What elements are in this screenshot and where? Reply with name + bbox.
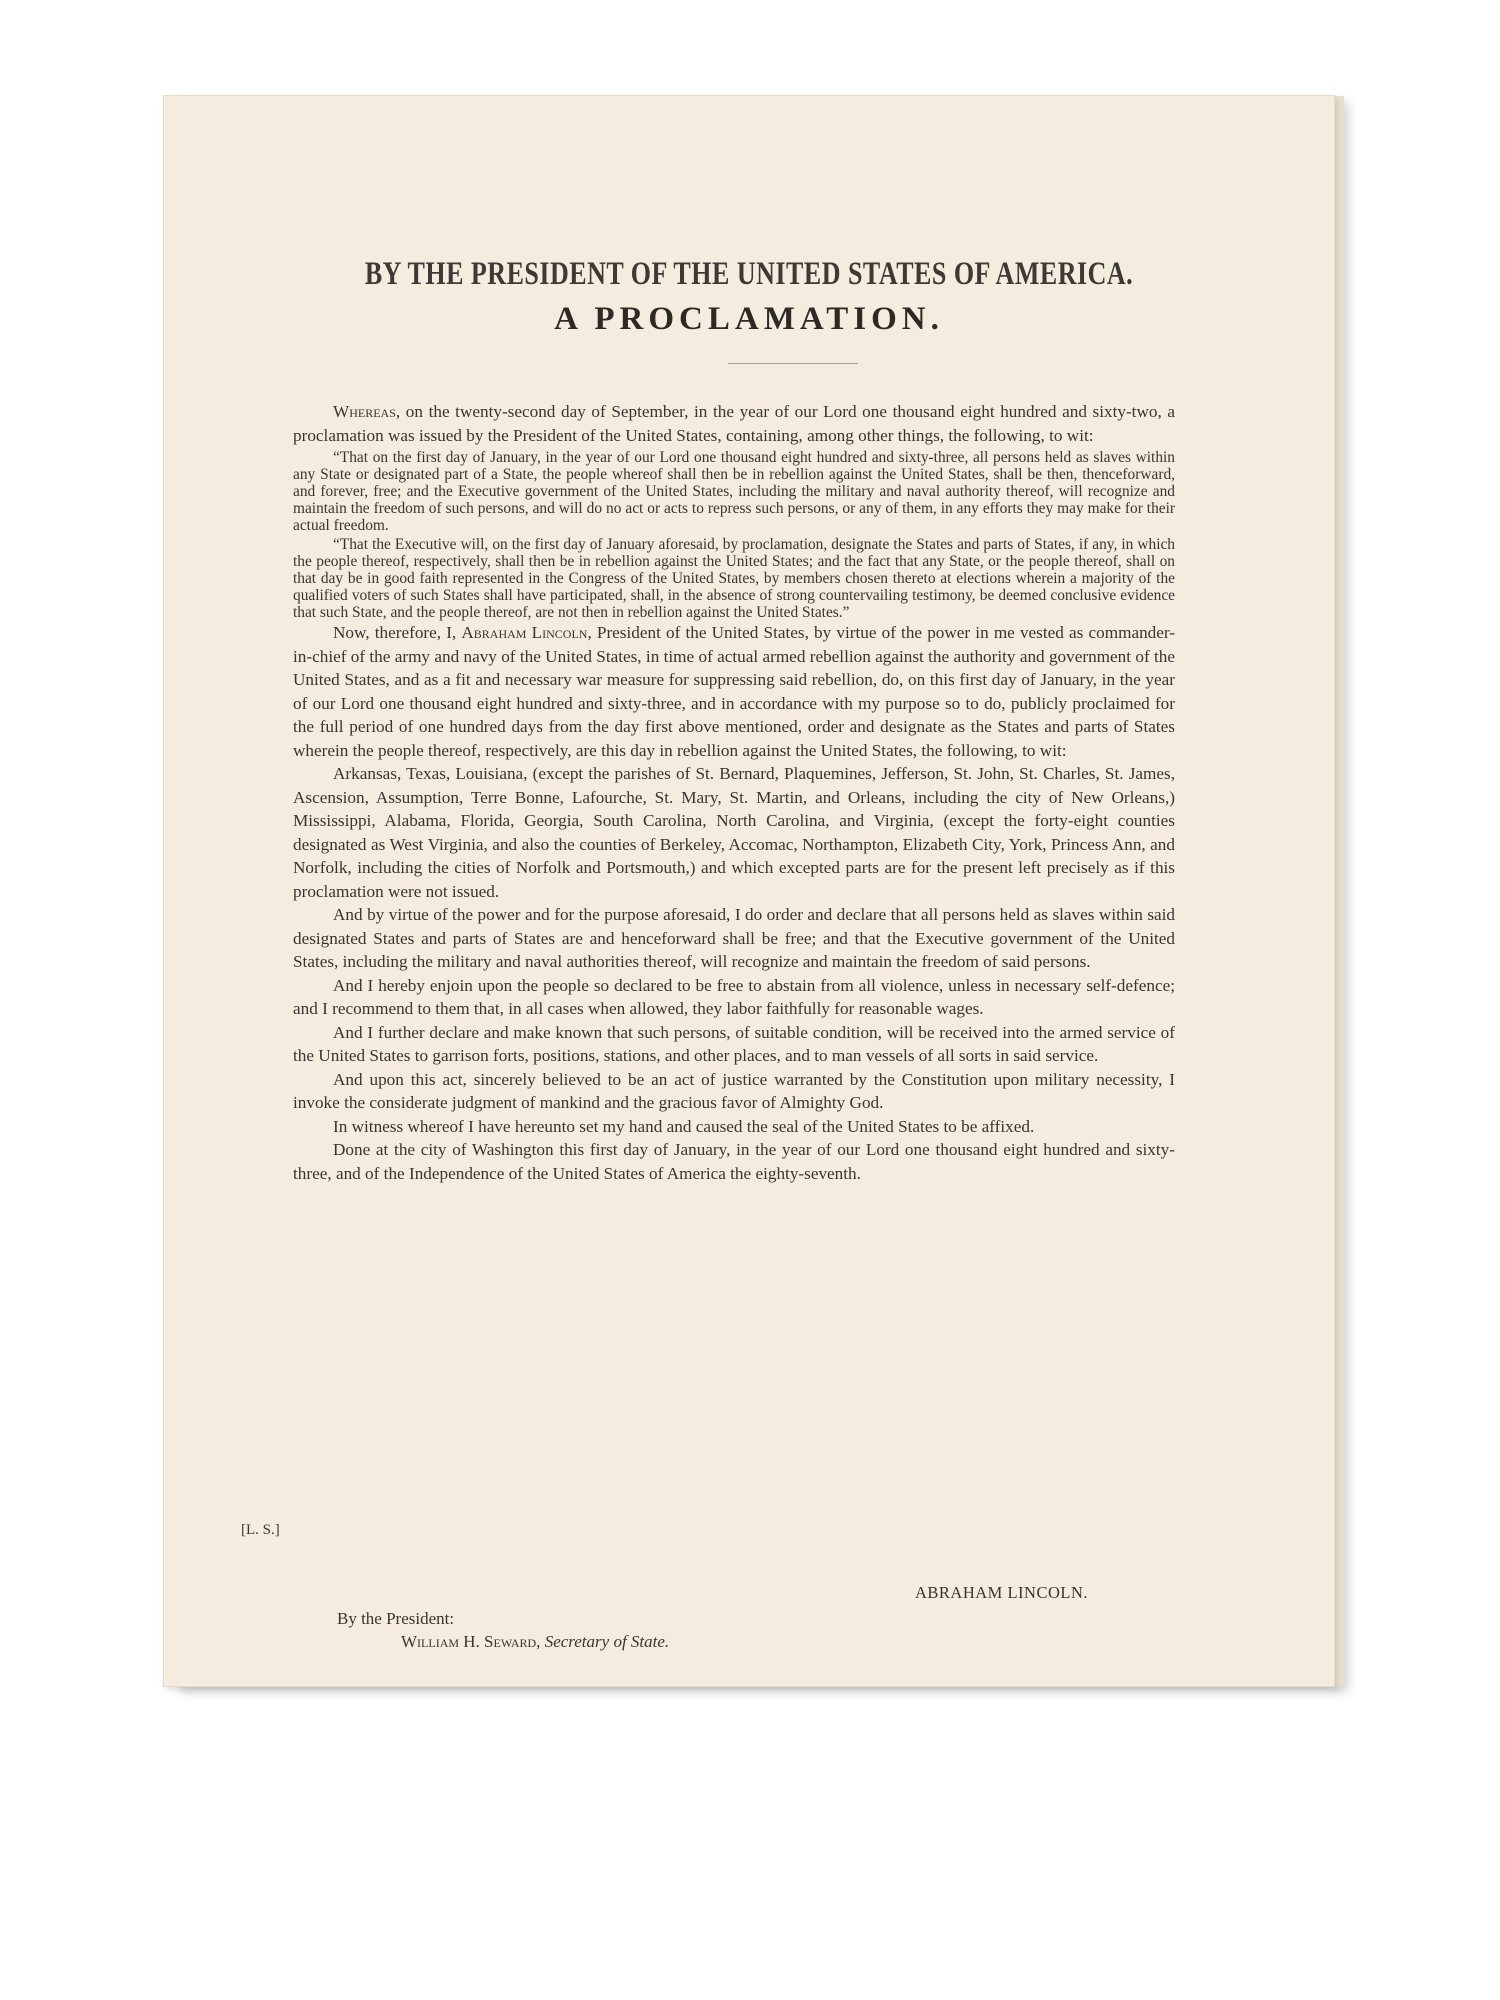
president-name: Abraham Lincoln [461, 623, 588, 642]
title-divider [728, 363, 858, 364]
freedom-declaration-paragraph: And by virtue of the power and for the purpose aforesaid, I do order and declare that all persons held as slaves within said designated States and parts of States are and henceforward shall be free; and that the Executive government of the United States, including the military and naval authorities thereof, will recognize and maintain the freedom of said persons. [293, 905, 1175, 971]
now-therefore-paragraph [293, 621, 1175, 762]
president-signature: ABRAHAM LINCOLN. [915, 1583, 1088, 1602]
justice-paragraph: And upon this act, sincerely believed to be an act of justice warranted by the Constitution upon military necessity, I invoke the considerate judgment of mankind and the gracious favor of Almighty God. [293, 1069, 1175, 1112]
whereas-lead: Whereas, [333, 402, 401, 421]
witness-paragraph: In witness whereof I have hereunto set my hand and caused the seal of the United States to be affixed. [333, 1116, 1035, 1136]
quoted-paragraph-2: “That the Executive will, on the first day of January aforesaid, by proclamation, designate the States and parts of States, if any, in which the people thereof, respectively, shall then be in rebellion against the United States; and the fact that any State, or the people thereof, shall on that day be in good faith represented in the Congress of the United States, by members chosen thereto at elections wherein a majority of the qualified voters of such States shall have participated, shall, in the absence of strong countervailing testimony, be deemed conclusive evidence that such State, and the people thereof, are not then in rebellion against the United States.” [293, 536, 1175, 621]
secretary-attestation [401, 1632, 669, 1652]
proclamation-sheet [163, 95, 1335, 1687]
done-at-paragraph: Done at the city of Washington this first day of January, in the year of our Lord one thousand eight hundred and sixty-three, and of the Independence of the United States of America the eighty-seventh. [293, 1140, 1175, 1183]
secretary-title: Secretary of State. [540, 1632, 670, 1651]
states-list-paragraph: Arkansas, Texas, Louisiana, (except the parishes of St. Bernard, Plaquemines, Jefferson, St. John, St. Charles, St. James, Ascension, Assumption, Terre Bonne, Lafourche, St. Mary, St. Martin, and Orleans, including the city of New Orleans,) Mississippi, Alabama, Florida, Georgia, South Carolina, North Carolina, and Virginia, (except the forty-eight counties designated as West Virginia, and also the counties of Berkeley, Accomac, Northampton, Elizabeth City, York, Princess Ann, and Norfolk, including the cities of Norfolk and Portsmouth,) and which excepted parts are for the present left precisely as if this proclamation were not issued. [293, 764, 1175, 901]
whereas-paragraph [293, 400, 1175, 447]
secretary-name: William H. Seward, [401, 1632, 541, 1651]
now-therefore-text: , President of the United States, by virtue of the power in me vested as commander-in-chief of the army and navy of the United States, in time of actual armed rebellion against the authority and government of the United States, and as a fit and necessary war measure for suppressing said rebellion, do, on this first day of January, in the year of our Lord one thousand eight hundred and sixty-three, and in accordance with my purpose so to do, publicly proclaimed for the full period of one hundred days from the day first above mentioned, order and designate as the States and parts of States wherein the people thereof, respectively, are this day in rebellion against the United States, the following, to wit: [293, 623, 1175, 760]
whereas-text: on the twenty-second day of September, in the year of our Lord one thousand eight hundred and sixty-two, a proclamation was issued by the President of the United States, containing, among other things, the following, to wit: [293, 402, 1175, 445]
seal-mark: [L. S.] [241, 1522, 280, 1538]
document-heading: BY THE PRESIDENT OF THE UNITED STATES OF AMERICA. [364, 255, 1134, 292]
attestation-label: By the President: [337, 1609, 455, 1628]
document-title: A PROCLAMATION. [554, 301, 944, 337]
armed-service-paragraph: And I further declare and make known that such persons, of suitable condition, will be received into the armed service of the United States to garrison forts, positions, stations, and other places, and to man vessels of all sorts in said service. [293, 1022, 1175, 1065]
enjoin-paragraph: And I hereby enjoin upon the people so declared to be free to abstain from all violence, unless in necessary self-defence; and I recommend to them that, in all cases when allowed, they labor faithfully for reasonable wages. [293, 975, 1175, 1018]
proclamation-body [293, 400, 1175, 1185]
now-therefore-lead: Now, therefore, I, [333, 623, 462, 642]
quoted-paragraph-1: “That on the first day of January, in the year of our Lord one thousand eight hundred and sixty-three, all persons held as slaves within any State or designated part of a State, the people whereof shall then be in rebellion against the United States, shall be then, thenceforward, and forever, free; and the Executive government of the United States, including the military and naval authority thereof, will recognize and maintain the freedom of such persons, and will do no act or acts to repress such persons, or any of them, in any efforts they may make for their actual freedom. [293, 449, 1175, 534]
